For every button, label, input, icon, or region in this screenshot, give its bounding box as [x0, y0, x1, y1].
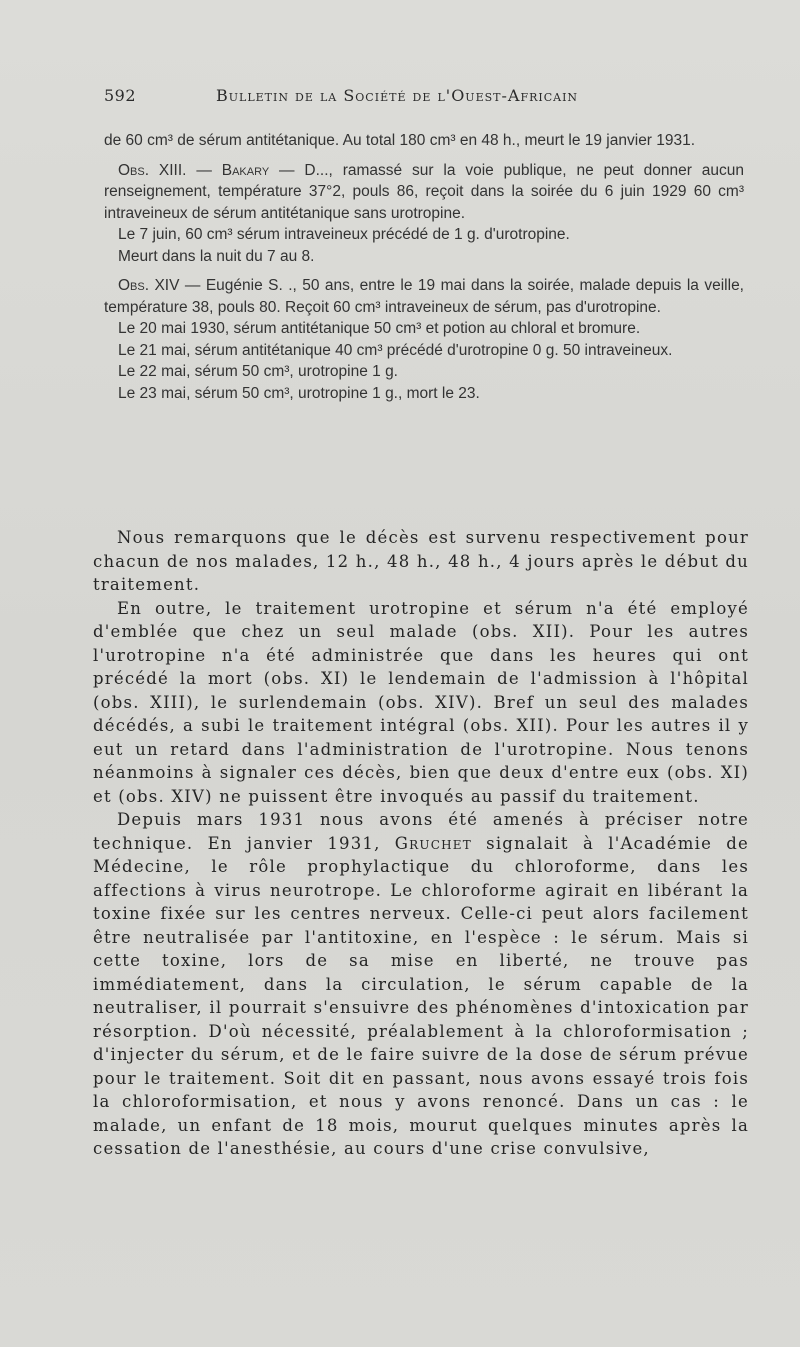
case-xiv-text: — Eugénie S. ., 50 ans, entre le 19 mai dans la soirée, malade depuis la veille, température 38, pouls 80. Reçoit 60 cm³ intraveineux de sérum, pas d'urotropine. [104, 277, 744, 316]
case-xiii: Obs. XIII. — Bakary — D..., ramassé sur la voie publique, ne peut donner aucun renseignement, température 37°2, pouls 86, reçoit dans la soirée du 6 juin 1929 60 cm³ intraveineux de sérum antitétanique sans urotropine. [104, 161, 744, 222]
case-xiv-day4: Le 22 mai, sérum 50 cm³, urotropine 1 g. [118, 363, 398, 380]
paragraph-deaths: Nous remarquons que le décès est survenu respectivement pour chacun de nos malades, 12 h., 48 h., 48 h., 4 jours après le début du traitement. [93, 528, 749, 594]
paragraph-technique [93, 808, 749, 1161]
technique-text-a: Depuis mars 1931 nous avons été amenés à préciser notre technique. En janvier 1931, [93, 810, 749, 853]
case-xiv [104, 275, 744, 318]
case-xii-end: de 60 cm³ de sérum antitétanique. Au total 180 cm³ en 48 h., meurt le 19 janvier 1931. [104, 132, 696, 149]
technique-text-b: signalait à l'Académie de Médecine, le rôle prophylactique du chloroforme, dans les affections à virus neurotrope. Le chloroforme agirait en libérant la toxine fixée sur les centres nerveux. Celle-ci peut alors facilement être neutralisée par l'antitoxine, en l'espèce : le sérum. Mais si cette toxine, lors de sa mise en liberté, ne trouve pas immédiatement, dans la circulation, le sérum capable de la neutraliser, il pourrait s'ensuivre des phénomènes d'intoxication par résorption. D'où nécessité, préalablement à la chloroformisation ; d'injecter du sérum, et de le faire suivre de la dose de sérum prévue pour le traitement. Soit dit en passant, nous avons essayé trois fois la chloroformisation, et nous y avons renoncé. Dans un cas : le malade, un enfant de 18 mois, mourut quelques minutes après la cessation de l'anesthésie, au cours d'une crise convulsive, [93, 833, 750, 1158]
running-title: Bulletin de la Société de l'Ouest-Africain [216, 86, 579, 105]
case-xiii-death: Meurt dans la nuit du 7 au 8. [118, 247, 315, 265]
case-xiv-day3: Le 21 mai, sérum antitétanique 40 cm³ précédé d'urotropine 0 g. 50 intraveineux. [118, 341, 673, 359]
case-xiv-day5: Le 23 mai, sérum 50 cm³, urotropine 1 g., mort le 23. [118, 384, 480, 402]
case-xiii-text: — D..., ramassé sur la voie publique, ne peut donner aucun renseignement, température 37°2, pouls 86, reçoit dans la soirée du 6 juin 1929 60 cm³ intraveineux de sérum antitétanique sans urotropine. [104, 161, 744, 222]
author-name: Gruchet [394, 833, 472, 853]
case-xiii-day2: Le 7 juin, 60 cm³ sérum intraveineux précédé de 1 g. d'urotropine. [118, 226, 570, 243]
obs-label: Obs. XIII. [118, 161, 187, 179]
patient-name: Bakary [221, 161, 270, 179]
paragraph-treatment: En outre, le traitement urotropine et sérum n'a été employé d'emblée que chez un seul malade (obs. XII). Pour les autres l'urotropine n'a été administrée que dans les heures qui ont précédé la mort (obs. XI) le lendemain de l'admission à l'hôpital (obs. XIII), le surlendemain (obs. XIV). Bref un seul des malades décédés, a subi le traitement intégral (obs. XII). Pour les autres il y eut un retard dans l'administration de l'urotropine. Nous tenons néanmoins à signaler ces décès, bien que deux d'entre eux (obs. XI) et (obs. XIV) ne puissent être invoqués au passif du traitement. [93, 598, 749, 806]
case-xiv-day2: Le 20 mai 1930, sérum antitétanique 50 cm³ et potion au chloral et bromure. [118, 320, 641, 337]
main-text [93, 526, 749, 1161]
case-notes [104, 130, 744, 404]
obs-label: Obs. XIV [118, 277, 180, 294]
page-number: 592 [104, 86, 137, 105]
